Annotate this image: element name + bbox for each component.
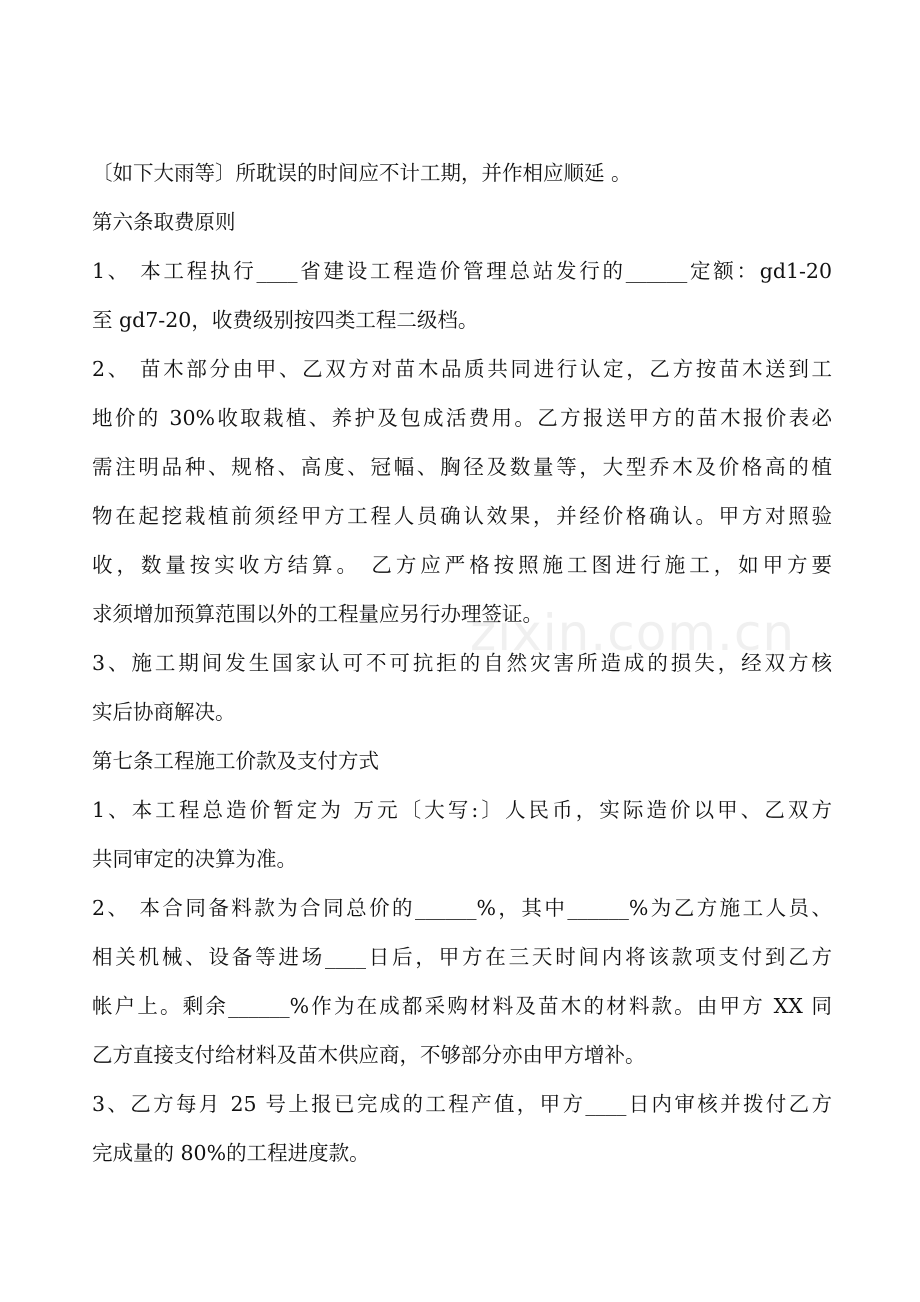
text-line: 第六条取费原则 [92,210,236,234]
text-line: 帐户上。剩余______%作为在成都采购材料及苗木的材料款。由甲方 XX 同 [92,994,832,1018]
watermark: zixin.com.cn [470,604,796,662]
text-line: 求须增加预算范围以外的工程量应另行办理签证。 [92,602,543,626]
text-line: 乙方直接支付给材料及苗木供应商，不够部分亦由甲方增补。 [92,1043,646,1067]
text-line: 3、乙方每月 25 号上报已完成的工程产值，甲方____日内审核并拨付乙方 [92,1092,832,1116]
text-line: 2、 本合同备料款为合同总价的______%，其中______%为乙方施工人员、 [92,896,832,920]
text-line: 第七条工程施工价款及支付方式 [92,749,379,773]
text-line: 3、施工期间发生国家认可不可抗拒的自然灾害所造成的损失，经双方核 [92,651,832,675]
text-line: 〔如下大雨等〕所耽误的时间应不计工期，并作相应顺延 。 [92,161,632,185]
text-line: 相关机械、设备等进场____日后，甲方在三天时间内将该款项支付到乙方 [92,945,832,969]
document-body [92,158,832,1187]
text-line: 2、 苗木部分由甲、乙双方对苗木品质共同进行认定，乙方按苗木送到工 [92,357,832,381]
text-line: 收，数量按实收方结算。 乙方应严格按照施工图进行施工，如甲方要 [92,553,832,577]
text-line: 共同审定的决算为准。 [92,847,297,871]
text-line: 1、本工程总造价暂定为 万元〔大写:〕人民币，实际造价以甲、乙双方 [92,798,832,822]
text-line: 1、 本工程执行____省建设工程造价管理总站发行的______定额：gd1-20 [92,259,832,283]
text-line: 实后协商解决。 [92,700,236,724]
text-line: 至 gd7-20，收费级别按四类工程二级档。 [92,308,479,332]
text-line: 地价的 30%收取栽植、养护及包成活费用。乙方报送甲方的苗木报价表必 [92,406,832,430]
text-line: 完成量的 80%的工程进度款。 [92,1141,370,1165]
text-line: 物在起挖栽植前须经甲方工程人员确认效果，并经价格确认。甲方对照验 [92,504,832,528]
text-line: 需注明品种、规格、高度、冠幅、胸径及数量等，大型乔木及价格高的植 [92,455,832,479]
